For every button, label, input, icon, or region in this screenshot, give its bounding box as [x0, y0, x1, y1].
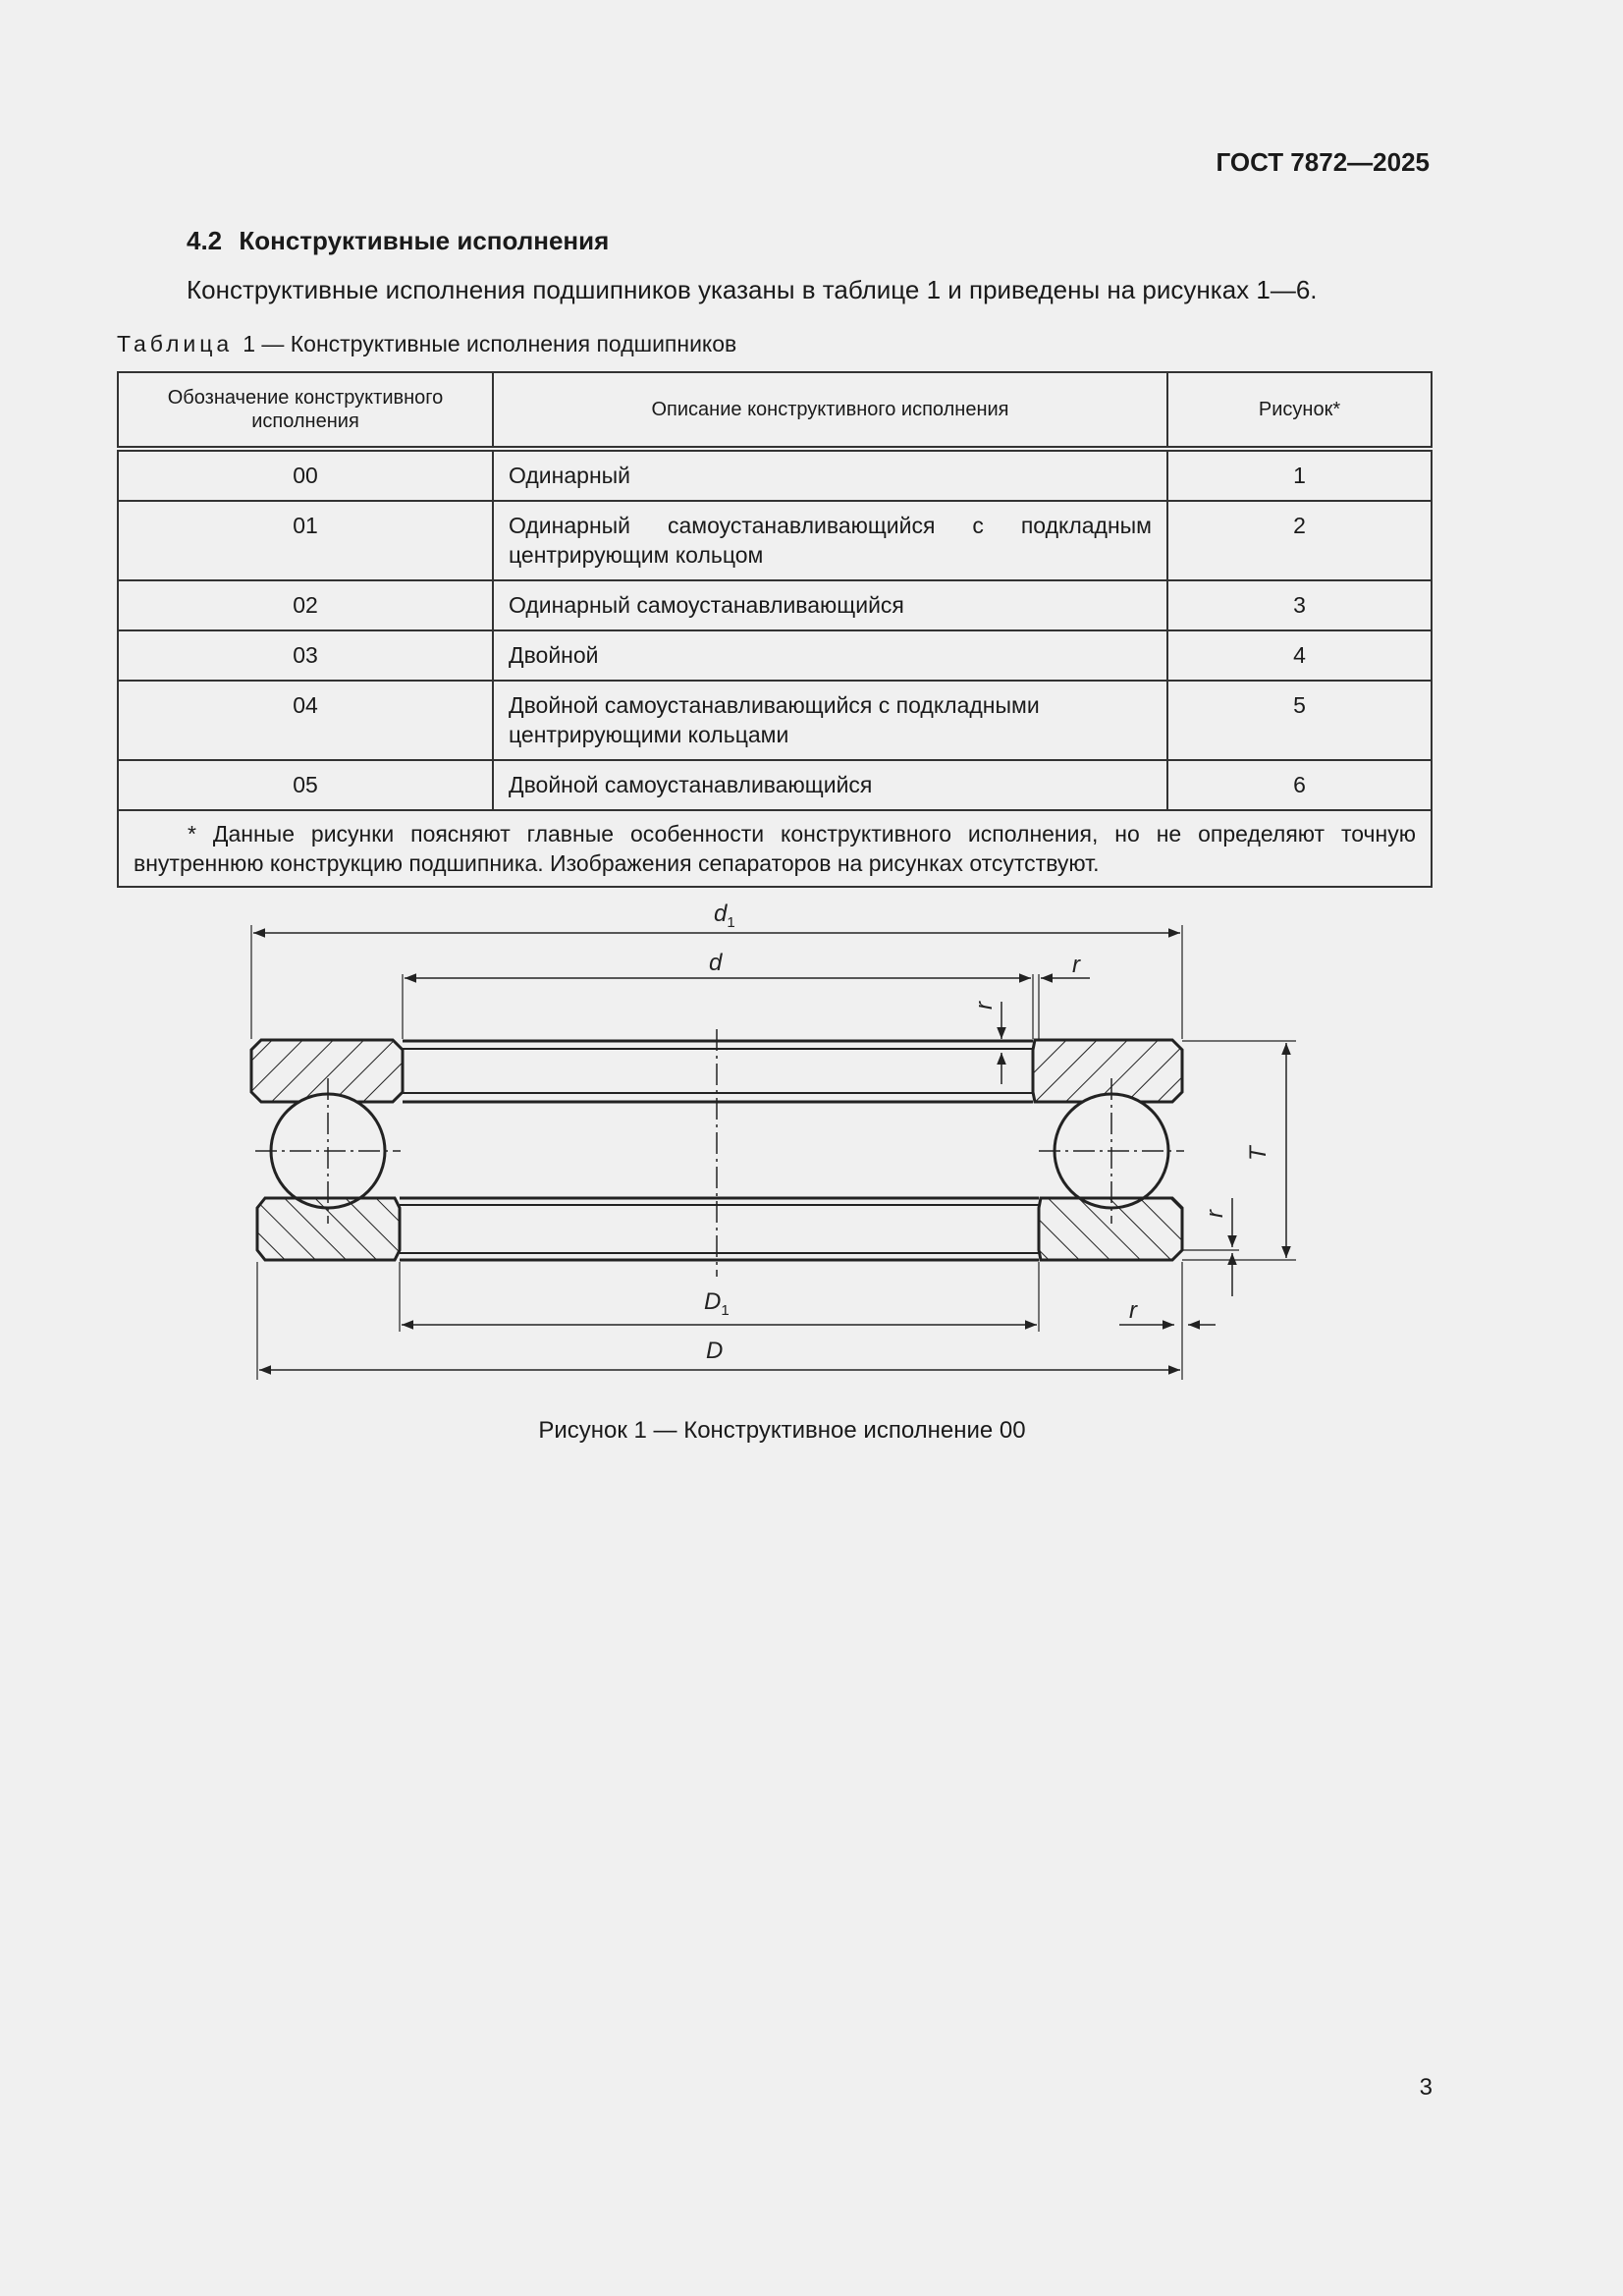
table-row — [118, 681, 1432, 760]
label-r-upper-side: r — [971, 1002, 998, 1010]
cell-code: 03 — [118, 630, 493, 681]
table-header-row — [118, 372, 1432, 449]
page-number: 3 — [1419, 2074, 1433, 2101]
table-row — [118, 501, 1432, 580]
table-row — [118, 760, 1432, 810]
table-row — [118, 630, 1432, 681]
cell-code: 02 — [118, 580, 493, 630]
cell-code: 00 — [118, 449, 493, 501]
cell-figure: 6 — [1167, 760, 1432, 810]
figure-caption: Рисунок 1 — Конструктивное исполнение 00 — [538, 1417, 1026, 1444]
cell-description: Одинарный — [493, 449, 1167, 501]
section-number: 4.2 — [187, 226, 223, 255]
cell-code: 05 — [118, 760, 493, 810]
cell-description: Двойной самоустанавливающийся — [493, 760, 1167, 810]
label-T: T — [1245, 1146, 1271, 1161]
header-description: Описание конструктивного исполнения — [493, 372, 1167, 449]
bearing-drawing — [0, 884, 1375, 1394]
header-figure: Рисунок* — [1167, 372, 1432, 449]
label-r-lower-side: r — [1202, 1210, 1228, 1218]
standard-code: ГОСТ 7872—2025 — [1216, 147, 1430, 177]
cell-description: Одинарный самоустанавливающийся — [493, 580, 1167, 630]
section-heading — [187, 226, 609, 256]
cell-figure: 5 — [1167, 681, 1432, 760]
table-row — [118, 449, 1432, 501]
table-note-row — [118, 810, 1432, 887]
label-d1: $d_1$ — [714, 901, 735, 931]
cell-description: Одинарный самоустанавливающийся с подкладным центрирующим кольцом — [493, 501, 1167, 580]
label-r-bottom: r — [1129, 1297, 1137, 1324]
cell-code: 01 — [118, 501, 493, 580]
cell-figure: 1 — [1167, 449, 1432, 501]
label-D1: $D_1$ — [704, 1288, 730, 1319]
label-r-top: r — [1072, 952, 1080, 978]
table-caption-label: Таблица — [117, 331, 234, 356]
intro-paragraph: Конструктивные исполнения подшипников указаны в таблице 1 и приведены на рисунках 1—6. — [187, 275, 1318, 304]
cell-figure: 2 — [1167, 501, 1432, 580]
lower-washer — [257, 1198, 1182, 1260]
constructions-table — [117, 371, 1433, 888]
cell-figure: 4 — [1167, 630, 1432, 681]
cell-code: 04 — [118, 681, 493, 760]
cell-figure: 3 — [1167, 580, 1432, 630]
table-row — [118, 580, 1432, 630]
label-d: d — [709, 950, 723, 976]
header-code: Обозначение конструктивного исполнения — [118, 372, 493, 449]
label-D: D — [706, 1338, 724, 1364]
table-note: * Данные рисунки поясняют главные особенности конструктивного исполнения, но не определяют точную внутреннюю конструкцию подшипника. Изображения сепараторов на рисунках отсутствуют. — [118, 810, 1432, 887]
cell-description: Двойной — [493, 630, 1167, 681]
table-caption — [117, 331, 736, 357]
section-title: Конструктивные исполнения — [239, 226, 610, 255]
cell-description: Двойной самоустанавливающийся с подкладными центрирующими кольцами — [493, 681, 1167, 760]
table-caption-text: 1 — Конструктивные исполнения подшипников — [243, 331, 737, 356]
